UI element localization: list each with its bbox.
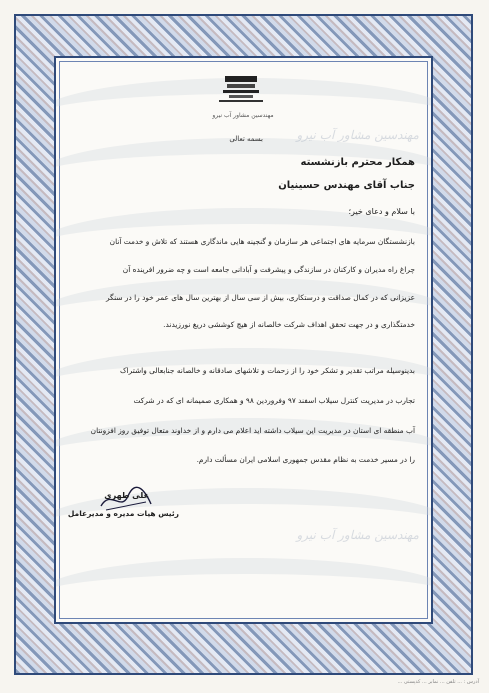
recipient-name: جناب آقای مهندس حسینیان (278, 180, 415, 191)
paragraph-line: عزیزانی که در کمال صداقت و درستکاری، بیش از سی سال از بهترین سال های عمر خود را در سنگر (105, 293, 415, 302)
background-wave (54, 138, 433, 214)
paragraph-line: تجارب در مدیریت کنترل سیلاب اسفند ۹۷ وفروردین ۹۸ و همکاری صمیمانه ای که در شرکت (133, 396, 415, 405)
footer-address: آدرس : ... تلفن ... نمابر ... کدپستی ... (397, 679, 479, 685)
paragraph-line: آب منطقه ای استان در مدیریت این سیلاب داشته اید اعلام می دارم و از خداوند متعال توفیق روز افزونتان (90, 426, 415, 435)
organization-logo-icon (213, 72, 269, 112)
logo-caption: مهندسین مشاور آب نیرو (212, 112, 274, 119)
bismillah: بسمه تعالی (229, 135, 263, 143)
paragraph-line: بازنشستگان سرمایه های اجتماعی هر سازمان و گنجینه هایی ماندگاری هستند که تلاش و خدمت آنان (109, 237, 415, 246)
paragraph-line: بدینوسیله مراتب تقدیر و تشکر خود را از زحمات و تلاشهای صادقانه و خالصانه جنابعالی واشتراک (120, 366, 415, 375)
greeting: با سلام و دعای خیر؛ (348, 207, 415, 216)
watermark-text: مهندسین مشاور آب نیرو (296, 128, 419, 142)
background-wave (54, 278, 433, 354)
paragraph-line: را در مسیر خدمت به نظام مقدس جمهوری اسلامی ایران مسألت دارم. (196, 455, 415, 464)
recipient-title: همکار محترم بازنشسته (300, 157, 415, 168)
paragraph-line: خدمتگذاری و در جهت تحقق اهداف شرکت خالصانه از هیچ کوششی دریغ نورزیدند. (163, 320, 415, 329)
watermark-text: مهندسین مشاور آب نیرو (296, 528, 419, 542)
paragraph-line: چراغ راه مدیران و کارکنان در سازندگی و پیشرفت و آبادانی جامعه است و چه ضرور افرینده آن (122, 265, 415, 274)
signer-name: علی طهری (104, 491, 149, 500)
background-wave (54, 348, 433, 424)
signer-title: رئیس هیات مدیره و مدیرعامل (67, 509, 179, 518)
background-wave (54, 558, 433, 624)
